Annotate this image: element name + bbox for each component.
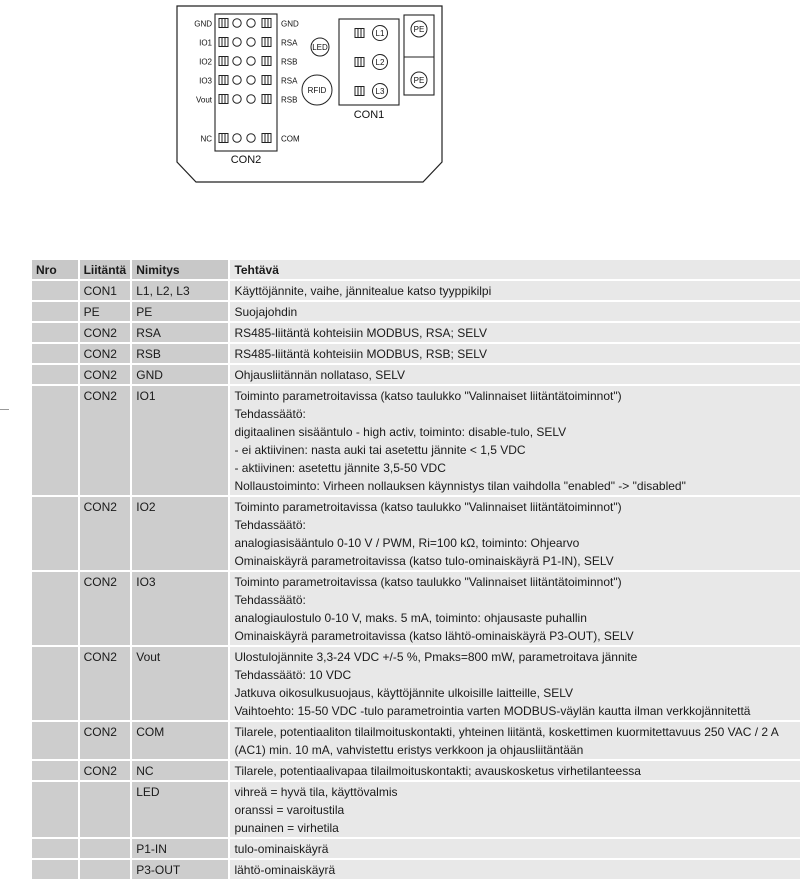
cell-liitanta: CON2 <box>80 572 131 645</box>
cell-nro <box>32 860 78 879</box>
description-line: Ohjausliitännän nollataso, SELV <box>234 368 405 382</box>
cell-nro <box>32 839 78 858</box>
terminal-screw-icon <box>247 38 255 46</box>
description-line: Ulostulojännite 3,3-24 VDC +/-5 %, Pmaks=800 mW, parametroitava jännite <box>234 650 638 664</box>
cell-nro <box>32 344 78 363</box>
cell-nimitys: L1, L2, L3 <box>132 281 228 300</box>
terminal-clamp-icon <box>219 76 228 85</box>
description-line: punainen = virhetila <box>234 821 339 835</box>
terminal-screw-icon <box>233 19 241 27</box>
con2-right-label: RSA <box>281 76 298 86</box>
rfid-reader <box>302 75 332 105</box>
con2-left-label: NC <box>200 134 212 144</box>
table-row <box>32 860 800 879</box>
cell-liitanta <box>80 860 131 879</box>
pin-assignment-table <box>30 258 800 881</box>
table-row <box>32 782 800 837</box>
table-row <box>32 344 800 363</box>
pe-terminal-label: PE <box>413 76 425 85</box>
terminal-screw-icon <box>233 76 241 84</box>
header-tehtava: Tehtävä <box>230 260 800 279</box>
cell-tehtava <box>230 323 800 342</box>
cell-nro <box>32 323 78 342</box>
description-line: Suojajohdin <box>234 305 298 319</box>
description-line: tulo-ominaiskäyrä <box>234 842 329 856</box>
cell-nimitys: P3-OUT <box>132 860 228 879</box>
table-row <box>32 281 800 300</box>
description-line: Jatkuva oikosulkusuojaus, käyttöjännite ulkoisille laitteille, SELV <box>234 686 574 700</box>
table-row <box>32 323 800 342</box>
description-line: Tilarele, potentiaaliton tilailmoituskontakti, yhteinen liitäntä, koskettimen kuormitettavuus 250 VAC / 2 A <box>234 725 779 739</box>
con2-left-label: IO1 <box>199 38 212 48</box>
cell-tehtava <box>230 302 800 321</box>
terminal-clamp-icon <box>219 38 228 47</box>
cell-nro <box>32 497 78 570</box>
terminal-screw-icon <box>233 95 241 103</box>
description-line: (AC1) min. 10 mA, vahvistettu eristys verkkoon ja ohjausliitäntään <box>234 743 584 757</box>
con2-right-label: RSA <box>281 38 298 48</box>
description-line: Vaihtoehto: 15-50 VDC -tulo parametrointia varten MODBUS-väylän kautta ilman verkkojännitettä <box>234 704 751 718</box>
description-line: analogiasisääntulo 0-10 V / PWM, Ri=100 kΩ, toiminto: Ohjearvo <box>234 536 580 550</box>
table-row <box>32 302 800 321</box>
cell-nimitys: IO2 <box>132 497 228 570</box>
cell-nimitys: IO1 <box>132 386 228 495</box>
con2-left-label: GND <box>194 19 212 29</box>
terminal-clamp-icon <box>262 134 271 143</box>
terminal-screw-icon <box>247 57 255 65</box>
con2-right-label: COM <box>281 134 300 144</box>
cell-nimitys: IO3 <box>132 572 228 645</box>
description-line: Toiminto parametroitavissa (katso taulukko "Valinnaiset liitäntätoiminnot") <box>234 575 622 589</box>
con1-block <box>339 19 399 105</box>
description-line: oranssi = varoitustila <box>234 803 345 817</box>
con2-right-label: GND <box>281 19 299 29</box>
cell-liitanta: CON2 <box>80 386 131 495</box>
con2-label: CON2 <box>230 154 262 166</box>
cell-nimitys: Vout <box>132 647 228 720</box>
terminal-clamp-icon <box>262 38 271 47</box>
description-line: Käyttöjännite, vaihe, jännitealue katso tyyppikilpi <box>234 284 492 298</box>
cell-tehtava <box>230 497 800 570</box>
cell-tehtava <box>230 365 800 384</box>
description-line: Tehdassäätö: <box>234 407 306 421</box>
pe-terminals <box>411 21 427 88</box>
cell-liitanta: CON2 <box>80 761 131 780</box>
cell-tehtava <box>230 344 800 363</box>
terminal-screw-icon <box>247 95 255 103</box>
con2-left-label: Vout <box>195 95 212 105</box>
rfid-label: RFID <box>307 86 327 95</box>
cell-liitanta: PE <box>80 302 131 321</box>
description-line: Toiminto parametroitavissa (katso taulukko "Valinnaiset liitäntätoiminnot") <box>234 500 622 514</box>
cell-nro <box>32 761 78 780</box>
cell-tehtava <box>230 572 800 645</box>
cell-tehtava <box>230 647 800 720</box>
description-line: Ominaiskäyrä parametroitavissa (katso lähtö-ominaiskäyrä P3-OUT), SELV <box>234 629 634 643</box>
terminal-clamp-icon <box>355 29 364 38</box>
cell-liitanta: CON2 <box>80 323 131 342</box>
description-line: Tehdassäätö: <box>234 593 306 607</box>
cell-tehtava <box>230 281 800 300</box>
description-line: Tehdassäätö: <box>234 518 306 532</box>
table-row <box>32 497 800 570</box>
terminal-screw-icon <box>247 19 255 27</box>
description-line: analogiaulostulo 0-10 V, maks. 5 mA, toiminto: ohjausaste puhallin <box>234 611 587 625</box>
cell-nro <box>32 281 78 300</box>
margin-mark <box>0 409 9 410</box>
cell-nimitys: PE <box>132 302 228 321</box>
terminal-clamp-icon <box>262 95 271 104</box>
cell-nro <box>32 365 78 384</box>
con2-left-label: IO3 <box>199 76 212 86</box>
cell-nro <box>32 782 78 837</box>
terminal-clamp-icon <box>262 19 271 28</box>
terminal-clamp-icon <box>219 134 228 143</box>
cell-nro <box>32 572 78 645</box>
terminal-clamp-icon <box>219 57 228 66</box>
cell-nimitys: P1-IN <box>132 839 228 858</box>
terminal-clamp-icon <box>219 19 228 28</box>
con2-terminal-rows <box>194 19 300 144</box>
description-line: digitaalinen sisääntulo - high activ, toiminto: disable-tulo, SELV <box>234 425 567 439</box>
description-line: - aktiivinen: asetettu jännite 3,5-50 VDC <box>234 461 446 475</box>
cell-nimitys: LED <box>132 782 228 837</box>
terminal-clamp-icon <box>355 58 364 67</box>
con2-left-label: IO2 <box>199 57 212 67</box>
led-label: LED <box>312 43 328 52</box>
con1-terminal-label: L1 <box>375 29 385 38</box>
connection-diagram <box>0 0 800 200</box>
description-line: Tehdassäätö: 10 VDC <box>234 668 352 682</box>
con2-right-label: RSB <box>281 95 298 105</box>
terminal-screw-icon <box>233 38 241 46</box>
cell-liitanta: CON2 <box>80 647 131 720</box>
description-line: lähtö-ominaiskäyrä <box>234 863 336 877</box>
cell-tehtava <box>230 782 800 837</box>
cell-nimitys: NC <box>132 761 228 780</box>
table-row <box>32 761 800 780</box>
con1-terminal-rows <box>355 26 388 99</box>
description-line: Nollaustoiminto: Virheen nollauksen käynnistys tilan vaihdolla "enabled" -> "disabled" <box>234 479 686 493</box>
description-line: RS485-liitäntä kohteisiin MODBUS, RSA; SELV <box>234 326 487 340</box>
header-liitanta: Liitäntä <box>80 260 131 279</box>
cell-tehtava <box>230 860 800 879</box>
terminal-clamp-icon <box>262 57 271 66</box>
con1-terminal-label: L2 <box>375 58 385 67</box>
cell-tehtava <box>230 722 800 759</box>
cell-nro <box>32 386 78 495</box>
cell-nimitys: RSA <box>132 323 228 342</box>
cell-liitanta <box>80 839 131 858</box>
cell-liitanta: CON1 <box>80 281 131 300</box>
cell-liitanta <box>80 782 131 837</box>
terminal-screw-icon <box>233 57 241 65</box>
con2-right-label: RSB <box>281 57 298 67</box>
led-indicator <box>311 38 329 56</box>
cell-liitanta: CON2 <box>80 497 131 570</box>
terminal-clamp-icon <box>219 95 228 104</box>
header-nro: Nro <box>32 260 78 279</box>
con1-terminal-label: L3 <box>375 87 385 96</box>
con1-label: CON1 <box>353 109 385 121</box>
terminal-clamp-icon <box>355 87 364 96</box>
cell-tehtava <box>230 839 800 858</box>
cell-nimitys: RSB <box>132 344 228 363</box>
header-nimitys: Nimitys <box>132 260 228 279</box>
description-line: vihreä = hyvä tila, käyttövalmis <box>234 785 398 799</box>
cell-liitanta: CON2 <box>80 344 131 363</box>
cell-liitanta: CON2 <box>80 365 131 384</box>
terminal-clamp-icon <box>262 76 271 85</box>
terminal-screw-icon <box>247 134 255 142</box>
cell-nro <box>32 302 78 321</box>
cell-nimitys: COM <box>132 722 228 759</box>
table-row <box>32 572 800 645</box>
table-row <box>32 647 800 720</box>
table-row <box>32 365 800 384</box>
table-header-row <box>32 260 800 279</box>
pe-terminal-label: PE <box>413 25 425 34</box>
description-line: - ei aktiivinen: nasta auki tai asetettu jännite < 1,5 VDC <box>234 443 526 457</box>
cell-nimitys: GND <box>132 365 228 384</box>
cell-tehtava <box>230 761 800 780</box>
description-line: Tilarele, potentiaalivapaa tilailmoituskontakti; avauskosketus virhetilanteessa <box>234 764 641 778</box>
terminal-screw-icon <box>233 134 241 142</box>
description-line: RS485-liitäntä kohteisiin MODBUS, RSB; SELV <box>234 347 487 361</box>
cell-liitanta: CON2 <box>80 722 131 759</box>
cell-tehtava <box>230 386 800 495</box>
table-row <box>32 839 800 858</box>
cell-nro <box>32 722 78 759</box>
cell-nro <box>32 647 78 720</box>
description-line: Ominaiskäyrä parametroitavissa (katso tulo-ominaiskäyrä P1-IN), SELV <box>234 554 614 568</box>
description-line: Toiminto parametroitavissa (katso taulukko "Valinnaiset liitäntätoiminnot") <box>234 389 622 403</box>
table-row <box>32 386 800 495</box>
table-row <box>32 722 800 759</box>
terminal-screw-icon <box>247 76 255 84</box>
